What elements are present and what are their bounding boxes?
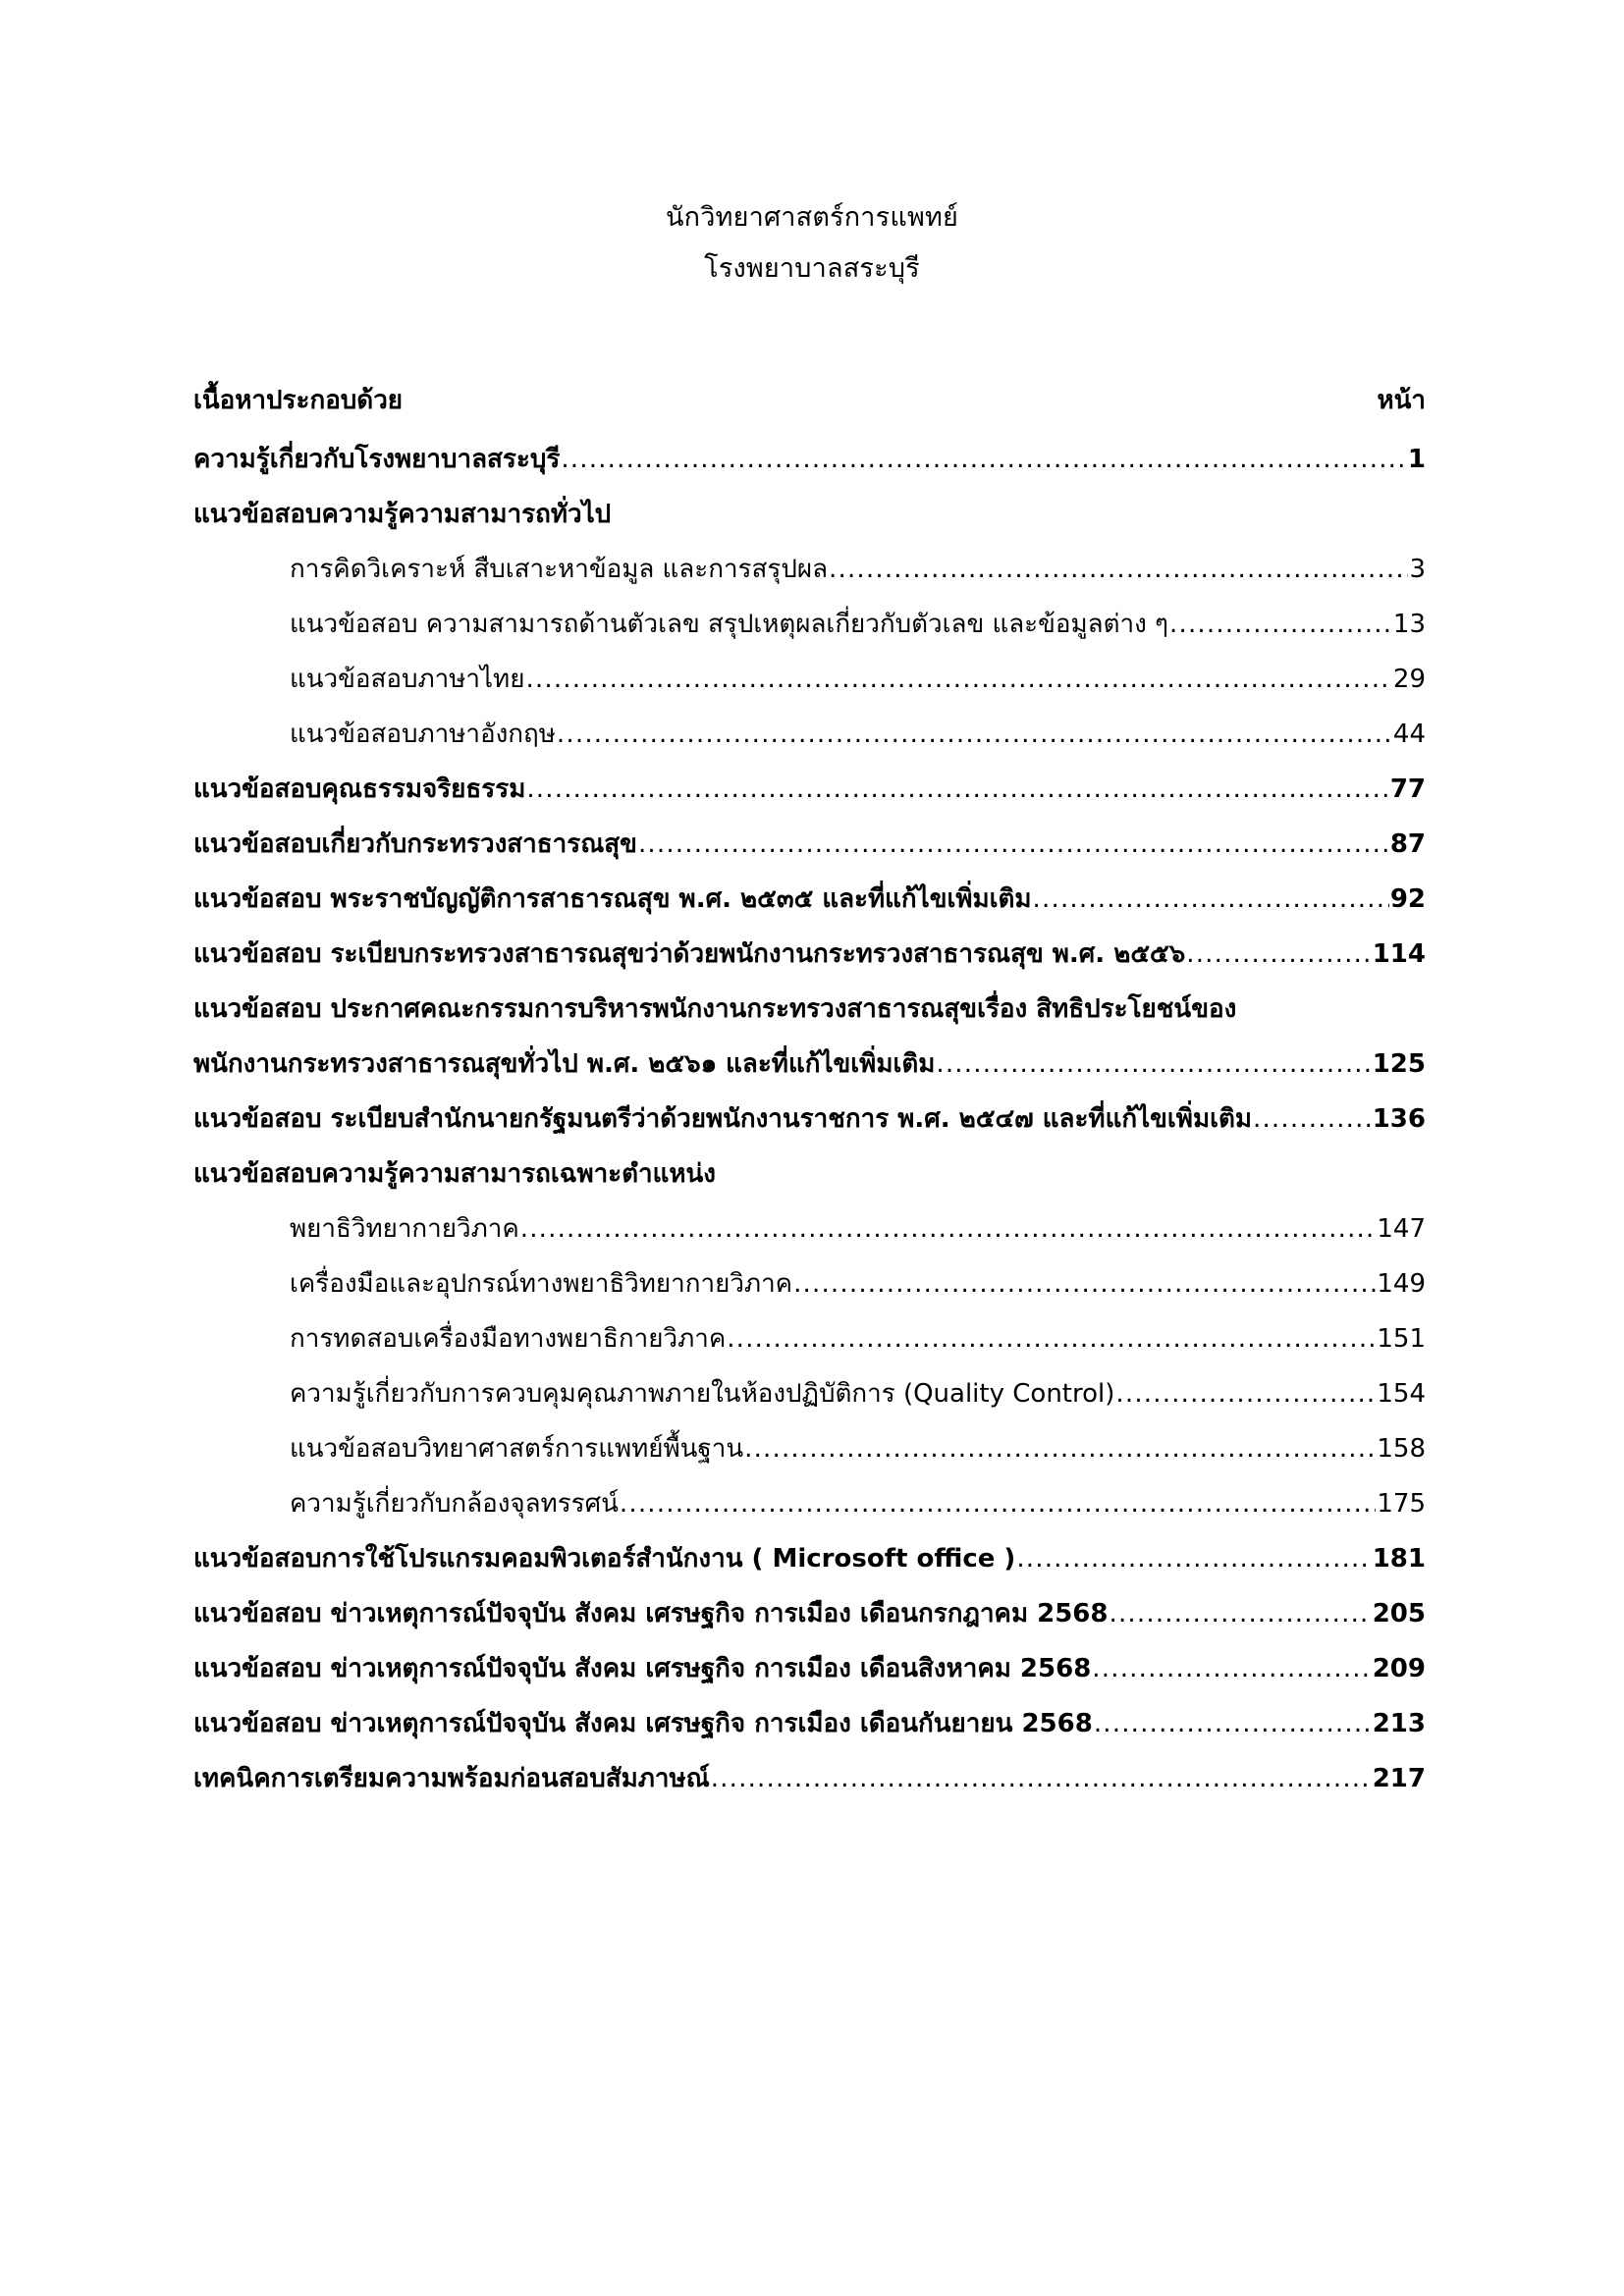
toc-entry-page-number: 92 xyxy=(1389,884,1426,914)
toc-entry-label: ความรู้เกี่ยวกับกล้องจุลทรรศน์ xyxy=(290,1489,619,1519)
toc-entry-page-number: 1 xyxy=(1407,445,1426,474)
toc-leader-dots xyxy=(936,1051,1371,1077)
toc-entry-page-number: 158 xyxy=(1377,1434,1426,1464)
toc-entry[interactable] xyxy=(193,1751,1426,1806)
toc-leader-dots xyxy=(620,1491,1376,1517)
toc-entry-label: พนักงานกระทรวงสาธารณสุขทั่วไป พ.ศ. ๒๕๖๑ และที่แก้ไขเพิ่มเติม xyxy=(193,1049,936,1079)
toc-entry-page-number: 213 xyxy=(1372,1709,1426,1738)
toc-entry-label: แนวข้อสอบภาษาอังกฤษ xyxy=(290,720,556,749)
toc-entry[interactable] xyxy=(193,597,1426,652)
toc-leader-dots xyxy=(711,1766,1372,1791)
toc-entry-page-number: 136 xyxy=(1372,1104,1426,1134)
toc-entry-label: เครื่องมือและอุปกรณ์ทางพยาธิวิทยากายวิภาค xyxy=(290,1269,793,1299)
toc-entry-label: แนวข้อสอบภาษาไทย xyxy=(290,665,525,694)
toc-entry-label: การคิดวิเคราะห์ สืบเสาะหาข้อมูล และการสรุปผล xyxy=(290,555,829,584)
toc-entry[interactable] xyxy=(193,1641,1426,1696)
toc-header-content-label: เนื้อหาประกอบด้วย xyxy=(193,386,404,415)
toc-leader-dots xyxy=(1186,941,1371,967)
toc-entry-page-number: 77 xyxy=(1389,774,1426,804)
toc-entry[interactable] xyxy=(193,982,1426,1037)
toc-leader-dots xyxy=(1016,1546,1371,1572)
toc-entry-label: แนวข้อสอบ ความสามารถด้านตัวเลข สรุปเหตุผลเกี่ยวกับตัวเลข และข้อมูลต่าง ๆ xyxy=(290,610,1169,639)
toc-entry[interactable] xyxy=(193,1476,1426,1531)
toc-entry-label: แนวข้อสอบ ระเบียบสำนักนายกรัฐมนตรีว่าด้วยพนักงานราชการ พ.ศ. ๒๕๔๗ และที่แก้ไขเพิ่มเติม xyxy=(193,1104,1252,1134)
toc-entry-label: ความรู้เกี่ยวกับโรงพยาบาลสระบุรี xyxy=(193,445,561,474)
toc-entry-label: การทดสอบเครื่องมือทางพยาธิกายวิภาค xyxy=(290,1324,727,1354)
toc-entry-page-number: 13 xyxy=(1392,610,1426,639)
toc-entry-label: แนวข้อสอบความรู้ความสามารถเฉพาะตำแหน่ง xyxy=(193,1159,716,1189)
toc-entry-list xyxy=(193,432,1426,1806)
toc-entry-label: แนวข้อสอบคุณธรรมจริยธรรม xyxy=(193,774,526,804)
toc-entry[interactable] xyxy=(193,1531,1426,1586)
toc-leader-dots xyxy=(1094,1711,1372,1736)
toc-entry[interactable] xyxy=(193,817,1426,872)
toc-entry-label: แนวข้อสอบ ข่าวเหตุการณ์ปัจจุบัน สังคม เศรษฐกิจ การเมือง เดือนสิงหาคม 2568 xyxy=(193,1654,1092,1683)
toc-entry[interactable] xyxy=(193,1201,1426,1256)
toc-column-headers xyxy=(193,373,1426,428)
toc-leader-dots xyxy=(1033,886,1389,912)
toc-leader-dots xyxy=(638,831,1389,857)
toc-leader-dots xyxy=(525,667,1391,692)
toc-entry[interactable] xyxy=(193,1366,1426,1421)
toc-entry-label: แนวข้อสอบ พระราชบัญญัติการสาธารณสุข พ.ศ. ๒๕๓๕ และที่แก้ไขเพิ่มเติม xyxy=(193,884,1032,914)
toc-leader-dots xyxy=(1110,1601,1372,1627)
toc-entry-page-number: 154 xyxy=(1377,1379,1426,1409)
toc-leader-dots xyxy=(829,557,1408,582)
toc-entry-page-number: 175 xyxy=(1377,1489,1426,1519)
toc-entry[interactable] xyxy=(193,1586,1426,1641)
toc-entry-page-number: 3 xyxy=(1409,555,1426,584)
toc-leader-dots xyxy=(1253,1106,1372,1132)
toc-entry[interactable] xyxy=(193,872,1426,927)
toc-entry[interactable] xyxy=(193,927,1426,982)
toc-entry[interactable] xyxy=(193,1037,1426,1092)
toc-entry-label: พยาธิวิทยากายวิภาค xyxy=(290,1214,519,1244)
toc-leader-dots xyxy=(557,721,1392,747)
toc-entry-page-number: 29 xyxy=(1392,665,1426,694)
toc-entry-page-number: 181 xyxy=(1372,1544,1426,1574)
toc-entry[interactable] xyxy=(193,762,1426,817)
table-of-contents xyxy=(193,373,1426,1806)
toc-entry-page-number: 125 xyxy=(1372,1049,1426,1079)
toc-entry[interactable] xyxy=(193,1696,1426,1751)
toc-entry[interactable] xyxy=(193,1256,1426,1311)
toc-entry[interactable] xyxy=(193,652,1426,707)
toc-entry-label: แนวข้อสอบเกี่ยวกับกระทรวงสาธารณสุข xyxy=(193,829,637,859)
toc-leader-dots xyxy=(1169,612,1392,637)
toc-entry-label: แนวข้อสอบการใช้โปรแกรมคอมพิวเตอร์สำนักงาน ( Microsoft office ) xyxy=(193,1544,1016,1574)
toc-entry[interactable] xyxy=(193,1092,1426,1147)
document-title-line-2: โรงพยาบาลสระบุรี xyxy=(704,253,920,284)
toc-entry-page-number: 147 xyxy=(1377,1214,1426,1244)
toc-entry-label: แนวข้อสอบ ประกาศคณะกรรมการบริหารพนักงานกระทรวงสาธารณสุขเรื่อง สิทธิประโยชน์ของ xyxy=(193,994,1237,1024)
toc-entry[interactable] xyxy=(193,707,1426,762)
toc-entry[interactable] xyxy=(193,1311,1426,1366)
toc-entry-label: เทคนิคการเตรียมความพร้อมก่อนสอบสัมภาษณ์ xyxy=(193,1764,710,1793)
toc-entry-page-number: 151 xyxy=(1377,1324,1426,1354)
toc-entry-label: แนวข้อสอบ ระเบียบกระทรวงสาธารณสุขว่าด้วยพนักงานกระทรวงสาธารณสุข พ.ศ. ๒๕๕๖ xyxy=(193,939,1186,969)
toc-entry-page-number: 209 xyxy=(1372,1654,1426,1683)
toc-entry-label: แนวข้อสอบ ข่าวเหตุการณ์ปัจจุบัน สังคม เศรษฐกิจ การเมือง เดือนกรกฎาคม 2568 xyxy=(193,1599,1109,1629)
toc-entry[interactable] xyxy=(193,487,1426,542)
toc-entry[interactable] xyxy=(193,1421,1426,1476)
toc-entry[interactable] xyxy=(193,1147,1426,1201)
toc-leader-dots xyxy=(561,447,1407,472)
toc-leader-dots xyxy=(727,1326,1376,1352)
toc-entry-page-number: 87 xyxy=(1389,829,1426,859)
toc-leader-dots xyxy=(520,1216,1377,1242)
toc-entry[interactable] xyxy=(193,432,1426,487)
toc-entry-label: แนวข้อสอบ ข่าวเหตุการณ์ปัจจุบัน สังคม เศรษฐกิจ การเมือง เดือนกันยายน 2568 xyxy=(193,1709,1093,1738)
toc-entry[interactable] xyxy=(193,542,1426,597)
toc-entry-label: ความรู้เกี่ยวกับการควบคุมคุณภาพภายในห้องปฏิบัติการ (Quality Control) xyxy=(290,1379,1115,1409)
toc-entry-page-number: 114 xyxy=(1372,939,1426,969)
toc-entry-label: แนวข้อสอบวิทยาศาสตร์การแพทย์พื้นฐาน xyxy=(290,1434,744,1464)
toc-entry-page-number: 205 xyxy=(1372,1599,1426,1629)
toc-entry-page-number: 217 xyxy=(1372,1764,1426,1793)
toc-leader-dots xyxy=(1092,1656,1371,1682)
toc-leader-dots xyxy=(744,1436,1376,1462)
toc-leader-dots xyxy=(1115,1381,1376,1407)
document-header xyxy=(0,192,1624,294)
toc-header-page-label: หน้า xyxy=(1377,386,1426,415)
toc-entry-label: แนวข้อสอบความรู้ความสามารถทั่วไป xyxy=(193,500,612,529)
document-title-line-1: นักวิทยาศาสตร์การแพทย์ xyxy=(666,202,958,233)
toc-entry-page-number: 44 xyxy=(1392,720,1426,749)
toc-entry-page-number: 149 xyxy=(1377,1269,1426,1299)
toc-leader-dots xyxy=(526,776,1388,802)
toc-leader-dots xyxy=(793,1271,1376,1297)
